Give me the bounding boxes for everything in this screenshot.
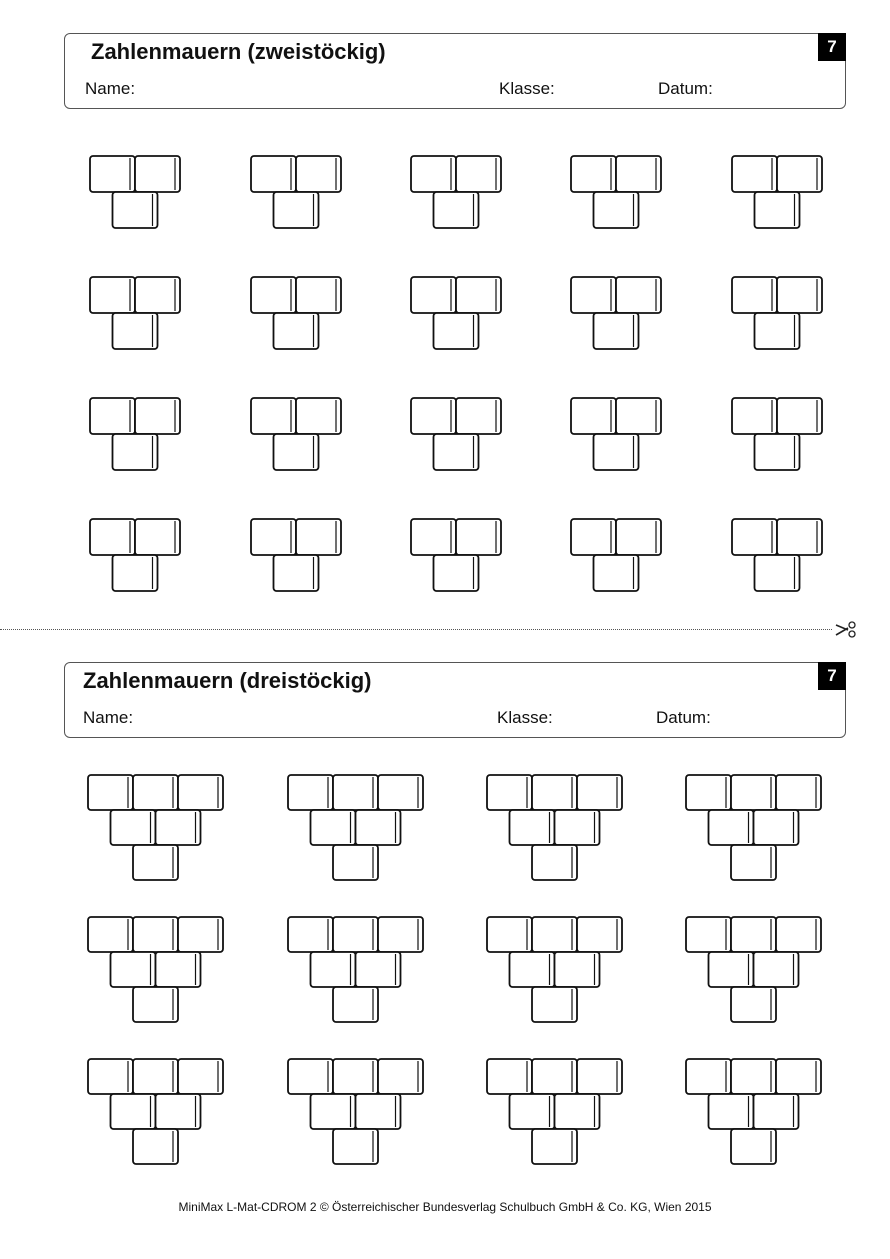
brick-cell[interactable] [251,277,296,313]
brick-cell[interactable] [777,398,822,434]
brick-cell[interactable] [594,434,639,470]
brick-cell[interactable] [708,810,753,845]
brick-cell[interactable] [577,775,622,810]
number-wall [247,273,345,353]
brick-cell[interactable] [378,775,423,810]
brick-cell[interactable] [333,1059,378,1094]
brick-cell[interactable] [155,1094,200,1129]
brick-cell[interactable] [532,1059,577,1094]
brick-cell[interactable] [532,775,577,810]
brick-cell[interactable] [755,313,800,349]
brick-cell[interactable] [594,313,639,349]
brick-cell[interactable] [110,952,155,987]
brick-cell[interactable] [708,952,753,987]
brick-cell[interactable] [777,156,822,192]
brick-cell[interactable] [274,313,319,349]
brick-cell[interactable] [296,156,341,192]
brick-cell[interactable] [577,1059,622,1094]
brick-cell[interactable] [333,775,378,810]
brick-cell[interactable] [296,519,341,555]
brick-cell[interactable] [532,917,577,952]
number-wall [483,1055,626,1168]
brick-cell[interactable] [110,810,155,845]
number-wall [247,394,345,474]
brick-cell[interactable] [731,1129,776,1164]
worksheet-header-zweistoeckig [64,33,846,109]
brick-cell[interactable] [133,987,178,1022]
worksheet-title: Zahlenmauern (zweistöckig) [91,39,386,64]
brick-cell[interactable] [155,810,200,845]
brick-cell[interactable] [753,810,798,845]
brick-cell[interactable] [731,845,776,880]
brick-cell[interactable] [616,277,661,313]
brick-cell[interactable] [411,398,456,434]
number-wall [284,913,427,1026]
scissors-icon [834,618,858,640]
brick-cell[interactable] [113,192,158,228]
brick-cell[interactable] [731,987,776,1022]
number-wall [86,273,184,353]
brick-cell[interactable] [133,1129,178,1164]
brick-cell[interactable] [594,555,639,591]
worksheet-title: Zahlenmauern (dreistöckig) [83,668,372,693]
copyright-footer: MiniMax L-Mat-CDROM 2 © Österreichischer Bundesverlag Schulbuch GmbH & Co. KG, Wien 2015 [178,1200,712,1214]
name-label: Name: [83,708,134,727]
brick-cell[interactable] [777,277,822,313]
number-wall [483,913,626,1026]
brick-cell[interactable] [577,917,622,952]
number-wall [567,394,665,474]
brick-cell[interactable] [753,1094,798,1129]
number-wall [84,913,227,1026]
number-wall [84,1055,227,1168]
number-wall [284,771,427,884]
brick-cell[interactable] [178,775,223,810]
brick-cell[interactable] [571,277,616,313]
brick-cell[interactable] [378,917,423,952]
brick-cell[interactable] [554,810,599,845]
brick-cell[interactable] [532,1129,577,1164]
brick-cell[interactable] [571,519,616,555]
brick-cell[interactable] [310,952,355,987]
brick-cell[interactable] [686,775,731,810]
brick-cell[interactable] [110,1094,155,1129]
number-wall [728,394,826,474]
brick-cell[interactable] [777,519,822,555]
brick-cell[interactable] [509,952,554,987]
brick-cell[interactable] [732,277,777,313]
klasse-label: Klasse: [497,708,553,727]
brick-cell[interactable] [776,775,821,810]
brick-cell[interactable] [274,555,319,591]
brick-cell[interactable] [571,398,616,434]
brick-cell[interactable] [90,398,135,434]
brick-cell[interactable] [135,519,180,555]
brick-cell[interactable] [708,1094,753,1129]
brick-cell[interactable] [88,1059,133,1094]
brick-cell[interactable] [333,845,378,880]
brick-cell[interactable] [251,519,296,555]
brick-cell[interactable] [355,810,400,845]
brick-cell[interactable] [155,952,200,987]
brick-cell[interactable] [616,519,661,555]
brick-cell[interactable] [456,277,501,313]
brick-cell[interactable] [355,952,400,987]
cut-line [0,629,832,630]
brick-cell[interactable] [755,192,800,228]
number-wall [728,515,826,595]
brick-cell[interactable] [554,1094,599,1129]
brick-cell[interactable] [776,1059,821,1094]
datum-label: Datum: [656,708,711,727]
brick-cell[interactable] [776,917,821,952]
number-wall [407,394,505,474]
brick-cell[interactable] [113,434,158,470]
brick-cell[interactable] [509,810,554,845]
number-wall [407,273,505,353]
klasse-label: Klasse: [499,79,555,98]
brick-cell[interactable] [554,952,599,987]
brick-cell[interactable] [288,1059,333,1094]
brick-cell[interactable] [755,434,800,470]
brick-cell[interactable] [88,917,133,952]
brick-cell[interactable] [755,555,800,591]
page-number-badge: 7 [818,662,846,690]
brick-cell[interactable] [333,917,378,952]
page-number-badge: 7 [818,33,846,61]
number-wall [483,771,626,884]
number-wall [728,152,826,232]
brick-cell[interactable] [686,917,731,952]
brick-cell[interactable] [113,313,158,349]
brick-cell[interactable] [487,775,532,810]
brick-cell[interactable] [616,156,661,192]
brick-cell[interactable] [90,519,135,555]
brick-cell[interactable] [411,277,456,313]
brick-cell[interactable] [532,845,577,880]
brick-cell[interactable] [616,398,661,434]
number-wall [84,771,227,884]
brick-cell[interactable] [571,156,616,192]
brick-cell[interactable] [434,192,479,228]
brick-cell[interactable] [333,1129,378,1164]
brick-cell[interactable] [90,156,135,192]
number-wall [247,152,345,232]
brick-cell[interactable] [487,917,532,952]
brick-cell[interactable] [732,398,777,434]
brick-cell[interactable] [133,775,178,810]
brick-cell[interactable] [251,398,296,434]
brick-cell[interactable] [274,192,319,228]
number-wall [407,152,505,232]
brick-cell[interactable] [135,156,180,192]
brick-cell[interactable] [434,434,479,470]
brick-cell[interactable] [686,1059,731,1094]
brick-cell[interactable] [731,775,776,810]
number-wall [86,515,184,595]
brick-cell[interactable] [288,917,333,952]
brick-cell[interactable] [731,917,776,952]
number-wall [567,515,665,595]
number-wall [567,273,665,353]
brick-cell[interactable] [456,398,501,434]
brick-cell[interactable] [594,192,639,228]
brick-cell[interactable] [487,1059,532,1094]
brick-cell[interactable] [731,1059,776,1094]
brick-cell[interactable] [133,917,178,952]
worksheet-header-dreistoeckig [64,662,846,738]
brick-cell[interactable] [274,434,319,470]
number-wall [86,152,184,232]
brick-cell[interactable] [434,555,479,591]
number-wall [682,913,825,1026]
brick-cell[interactable] [296,398,341,434]
brick-cell[interactable] [532,987,577,1022]
brick-cell[interactable] [732,156,777,192]
number-wall [682,1055,825,1168]
brick-cell[interactable] [310,1094,355,1129]
brick-cell[interactable] [178,1059,223,1094]
brick-cell[interactable] [411,519,456,555]
brick-cell[interactable] [296,277,341,313]
brick-cell[interactable] [456,519,501,555]
brick-cell[interactable] [135,277,180,313]
brick-cell[interactable] [135,398,180,434]
brick-cell[interactable] [355,1094,400,1129]
brick-cell[interactable] [753,952,798,987]
brick-cell[interactable] [88,775,133,810]
brick-cell[interactable] [434,313,479,349]
brick-cell[interactable] [333,987,378,1022]
brick-cell[interactable] [251,156,296,192]
brick-cell[interactable] [288,775,333,810]
brick-cell[interactable] [113,555,158,591]
brick-cell[interactable] [133,845,178,880]
number-wall [567,152,665,232]
number-wall [728,273,826,353]
name-label: Name: [85,79,136,98]
brick-cell[interactable] [411,156,456,192]
brick-cell[interactable] [509,1094,554,1129]
brick-cell[interactable] [178,917,223,952]
brick-cell[interactable] [90,277,135,313]
number-wall [284,1055,427,1168]
brick-cell[interactable] [456,156,501,192]
number-wall [86,394,184,474]
number-wall [407,515,505,595]
number-wall [682,771,825,884]
brick-cell[interactable] [732,519,777,555]
datum-label: Datum: [658,79,713,98]
brick-cell[interactable] [378,1059,423,1094]
brick-cell[interactable] [310,810,355,845]
number-wall [247,515,345,595]
brick-cell[interactable] [133,1059,178,1094]
